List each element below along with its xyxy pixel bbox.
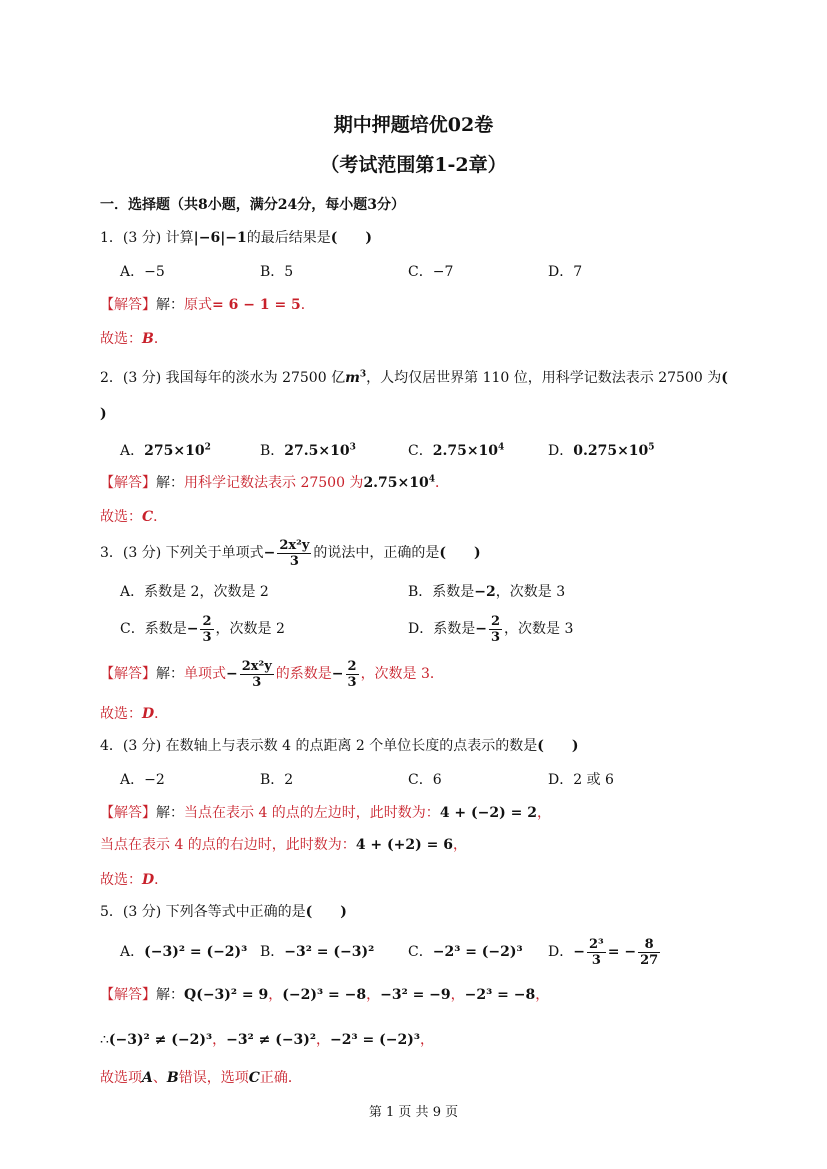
q3-mono-num: 2x²y [279, 537, 310, 553]
q5-option-c [408, 942, 523, 962]
q1-sol-pre: 原式 [184, 297, 212, 313]
q3-option-b-coef: −2 [474, 584, 496, 600]
q3-sol-coef-num: 2 [347, 658, 357, 674]
q3-mono-fraction [277, 538, 311, 569]
q5-solution-line-3 [100, 1068, 302, 1088]
q4-paren: ( ) [537, 738, 579, 754]
q5-option-a-expr: (−3)² = (−2)³ [144, 944, 248, 960]
q2-answer-tag: 【解答】 [100, 475, 156, 491]
q3-option-d-den: 3 [490, 629, 501, 645]
question-4 [100, 736, 579, 756]
q3-option-b-pre: B．系数是 [408, 584, 475, 600]
question-3 [100, 535, 481, 571]
q5-sol2-comma-1: ， [212, 1032, 227, 1048]
q3-option-d-fraction [489, 614, 502, 645]
q4-sol-line2: 当点在表示 4 的点的右边时，此时数为： [100, 837, 356, 853]
q5-sol1-comma-4: ， [535, 987, 550, 1003]
q1-guxuan: 故选： [100, 331, 142, 347]
q3-option-c-fraction [200, 614, 213, 645]
q2-option-a-base: 275×10 [144, 443, 205, 459]
q3-guxuan: 故选： [100, 706, 142, 722]
question-1 [100, 228, 372, 248]
q5-sol1-comma-3: ， [450, 987, 465, 1003]
q5-option-c-expr: −2³ = (−2)³ [432, 944, 523, 960]
q4-sol-expr1: 4 + (−2) = 2 [439, 805, 537, 821]
q2-solution [100, 473, 449, 493]
q5-option-d-den2: 27 [640, 952, 659, 968]
q3-paren: ( ) [439, 545, 481, 561]
q2-guxuan: 故选： [100, 509, 142, 525]
q1-jie: 解： [156, 297, 184, 313]
q1-text-pre: 1．(3 分) 计算 [100, 230, 194, 246]
q3-solution [100, 656, 444, 692]
q4-option-a: A．−2 [120, 772, 165, 788]
q1-sol-expr: = 6 − 1 = 5 [212, 297, 301, 313]
q3-sol-coef-sign: − [331, 666, 344, 682]
q3-option-c [120, 612, 285, 646]
q5-sol3-pre: 故选项 [100, 1070, 142, 1086]
q5-sol2-comma-2: ， [316, 1032, 331, 1048]
q5-option-a-label: A． [120, 944, 145, 960]
q5-sol3-b: B [166, 1070, 179, 1086]
q3-answer-tag: 【解答】 [100, 666, 156, 682]
q4-guxuan: 故选： [100, 872, 142, 888]
q3-sol-sign: − [226, 666, 238, 682]
q3-option-d-num: 2 [490, 613, 501, 629]
q5-sol1-pre: Q [184, 987, 197, 1003]
section-heading: 一．选择题（共8小题，满分24分，每小题3分） [100, 197, 405, 213]
q2-paren-close: ) [100, 406, 107, 422]
q5-option-b [260, 942, 374, 962]
q3-sol-num: 2x²y [241, 658, 272, 674]
q5-solution-line-1 [100, 985, 549, 1005]
q1-choice [100, 329, 168, 349]
q2-option-c-base: 2.75×10 [432, 443, 499, 459]
q3-option-c-post: ，次数是 2 [215, 621, 285, 637]
q3-option-a: A．系数是 2，次数是 2 [120, 584, 269, 600]
page-footer: 第 1 页 共 9 页 [368, 1105, 459, 1120]
q5-option-d [548, 934, 662, 970]
q4-option-b: B．2 [260, 772, 294, 788]
q1-option-c: C．−7 [408, 264, 454, 280]
q5-option-a [120, 942, 247, 962]
q3-sol-coef-fraction [346, 659, 359, 690]
q2-option-c [408, 441, 504, 461]
q5-option-d-num2: 8 [638, 937, 660, 953]
q3-option-c-num: 2 [202, 613, 212, 629]
q2-option-b-base: 27.5×10 [284, 443, 350, 459]
q3-option-d-post: ，次数是 3 [504, 621, 574, 637]
q2-jie: 解： [156, 475, 184, 491]
q2-option-a [120, 441, 211, 461]
q5-solution-line-2 [100, 1030, 434, 1050]
q3-mono-sign: − [263, 545, 276, 561]
q5-option-b-expr: −3² = (−3)² [284, 944, 375, 960]
q4-choice-letter: D [142, 872, 155, 888]
q5-text: 5．(3 分) 下列各等式中正确的是 [100, 904, 306, 920]
q4-jie: 解： [156, 805, 184, 821]
q1-paren: ( ) [330, 230, 373, 246]
q3-option-d [408, 612, 573, 646]
q5-answer-tag: 【解答】 [100, 987, 156, 1003]
q1-expression: |−6|−1 [193, 230, 247, 246]
q1-text-post: 的最后结果是 [246, 230, 331, 246]
q3-option-b [408, 582, 565, 602]
question-5 [100, 902, 347, 922]
q5-sol3-a: A [142, 1070, 153, 1086]
q5-sol3-sep: 、 [152, 1070, 167, 1086]
q3-text-post: 的说法中，正确的是 [313, 545, 440, 561]
q2-unit-sup: 3 [359, 369, 367, 380]
q5-sol1-expr-4: −2³ = −8 [464, 987, 536, 1003]
q5-sol3-c: C [248, 1070, 260, 1086]
q2-option-a-exp: 2 [204, 442, 211, 453]
page-subtitle: （考试范围第1-2章） [320, 154, 507, 176]
q1-answer-tag: 【解答】 [100, 297, 156, 313]
q2-sol-period: ． [435, 475, 450, 491]
q3-mono-den: 3 [289, 553, 299, 569]
q5-option-d-den: 3 [591, 952, 601, 968]
q3-option-b-post: ，次数是 3 [495, 584, 566, 600]
q3-choice-period: ． [154, 706, 169, 722]
q5-option-d-fraction-2 [638, 937, 660, 968]
q5-sol3-post: 正确． [259, 1070, 302, 1086]
q4-solution-line-2 [100, 835, 467, 855]
q2-option-c-exp: 4 [498, 442, 505, 453]
question-2 [100, 368, 728, 388]
q3-option-c-sign: − [186, 621, 199, 637]
q2-choice-period: ． [153, 509, 168, 525]
q5-sol1-expr-2: (−2)³ = −8 [282, 987, 367, 1003]
q4-option-d: D．2 或 6 [548, 772, 614, 788]
q1-option-d: D．7 [548, 264, 583, 280]
q3-option-d-pre: D．系数是 [408, 621, 476, 637]
q3-jie: 解： [156, 666, 184, 682]
q3-option-c-pre: C．系数是 [120, 621, 187, 637]
q5-jie: 解： [156, 987, 184, 1003]
q5-option-d-label: D． [548, 944, 574, 960]
q3-option-c-den: 3 [202, 629, 212, 645]
q4-sol-comma1: ， [536, 805, 551, 821]
q3-sol-mid: 的系数是 [275, 666, 332, 682]
q5-sol1-expr-1: (−3)² = 9 [196, 987, 269, 1003]
q1-choice-letter: B [142, 331, 154, 347]
q4-solution-line-1 [100, 803, 551, 823]
q5-sol2-pre: ∴ [100, 1032, 109, 1048]
q2-option-b [260, 441, 356, 461]
q5-option-d-fraction-1 [587, 937, 606, 968]
q2-sol-text: 用科学记数法表示 27500 为 [184, 475, 364, 491]
q4-choice-period: ． [154, 872, 169, 888]
q2-option-d-exp: 5 [648, 442, 655, 453]
q2-text-post: ，人均仅居世界第 110 位，用科学记数法表示 27500 为 [366, 370, 722, 386]
q5-sol1-comma-2: ， [366, 987, 381, 1003]
q5-sol2-comma-3: ， [419, 1032, 434, 1048]
q3-sol-fraction [240, 659, 274, 690]
q2-choice-letter: C [142, 509, 154, 525]
page-title: 期中押题培优02卷 [333, 114, 494, 136]
q2-option-c-label: C． [408, 443, 433, 459]
q3-sol-post: ，次数是 3． [360, 666, 444, 682]
q2-paren-open: ( [721, 370, 728, 386]
q5-sol3-mid: 错误，选项 [178, 1070, 249, 1086]
q5-sol2-expr-2: −3² ≠ (−3)² [226, 1032, 317, 1048]
q2-option-d [548, 441, 655, 461]
q3-choice-letter: D [142, 706, 155, 722]
q1-option-a: A．−5 [120, 264, 165, 280]
q5-option-d-eq: = − [607, 944, 637, 960]
q2-choice [100, 507, 167, 527]
q2-option-a-label: A． [120, 443, 145, 459]
q4-option-c: C．6 [408, 772, 442, 788]
q2-unit: m [345, 370, 360, 386]
q2-option-d-base: 0.275×10 [573, 443, 649, 459]
q4-answer-tag: 【解答】 [100, 805, 156, 821]
q2-option-b-exp: 3 [349, 442, 356, 453]
q4-sol-line1: 当点在表示 4 的点的左边时，此时数为： [184, 805, 440, 821]
q4-text: 4．(3 分) 在数轴上与表示数 4 的点距离 2 个单位长度的点表示的数是 [100, 738, 538, 754]
q4-sol-comma2: ， [452, 837, 467, 853]
q5-option-b-label: B． [260, 944, 285, 960]
q3-sol-coef-den: 3 [347, 674, 357, 690]
q2-text-pre: 2．(3 分) 我国每年的淡水为 27500 亿 [100, 370, 346, 386]
q3-sol-den: 3 [252, 674, 262, 690]
q2-sol-base: 2.75×10 [363, 475, 429, 491]
q1-sol-period: ． [300, 297, 315, 313]
q1-choice-period: ． [153, 331, 168, 347]
q5-option-d-num: 2³ [588, 936, 604, 952]
q5-option-c-label: C． [408, 944, 433, 960]
q1-option-b: B．5 [260, 264, 294, 280]
q5-sol2-expr-1: (−3)² ≠ (−2)³ [108, 1032, 213, 1048]
q4-sol-expr2: 4 + (+2) = 6 [355, 837, 453, 853]
q3-option-d-sign: − [475, 621, 487, 637]
q2-sol-exp: 4 [428, 474, 436, 485]
q4-choice [100, 870, 168, 890]
q5-sol1-expr-3: −3² = −9 [380, 987, 451, 1003]
q3-sol-pre: 单项式 [184, 666, 226, 682]
q5-paren: ( ) [305, 904, 347, 920]
q2-option-b-label: B． [260, 443, 285, 459]
q5-sol1-comma-1: ， [268, 987, 283, 1003]
q5-option-d-sign: − [573, 944, 585, 960]
q5-sol2-expr-3: −2³ = (−2)³ [330, 1032, 420, 1048]
q1-solution [100, 295, 315, 315]
q3-choice [100, 704, 168, 724]
q2-option-d-label: D． [548, 443, 574, 459]
q3-text-pre: 3．(3 分) 下列关于单项式 [100, 545, 264, 561]
